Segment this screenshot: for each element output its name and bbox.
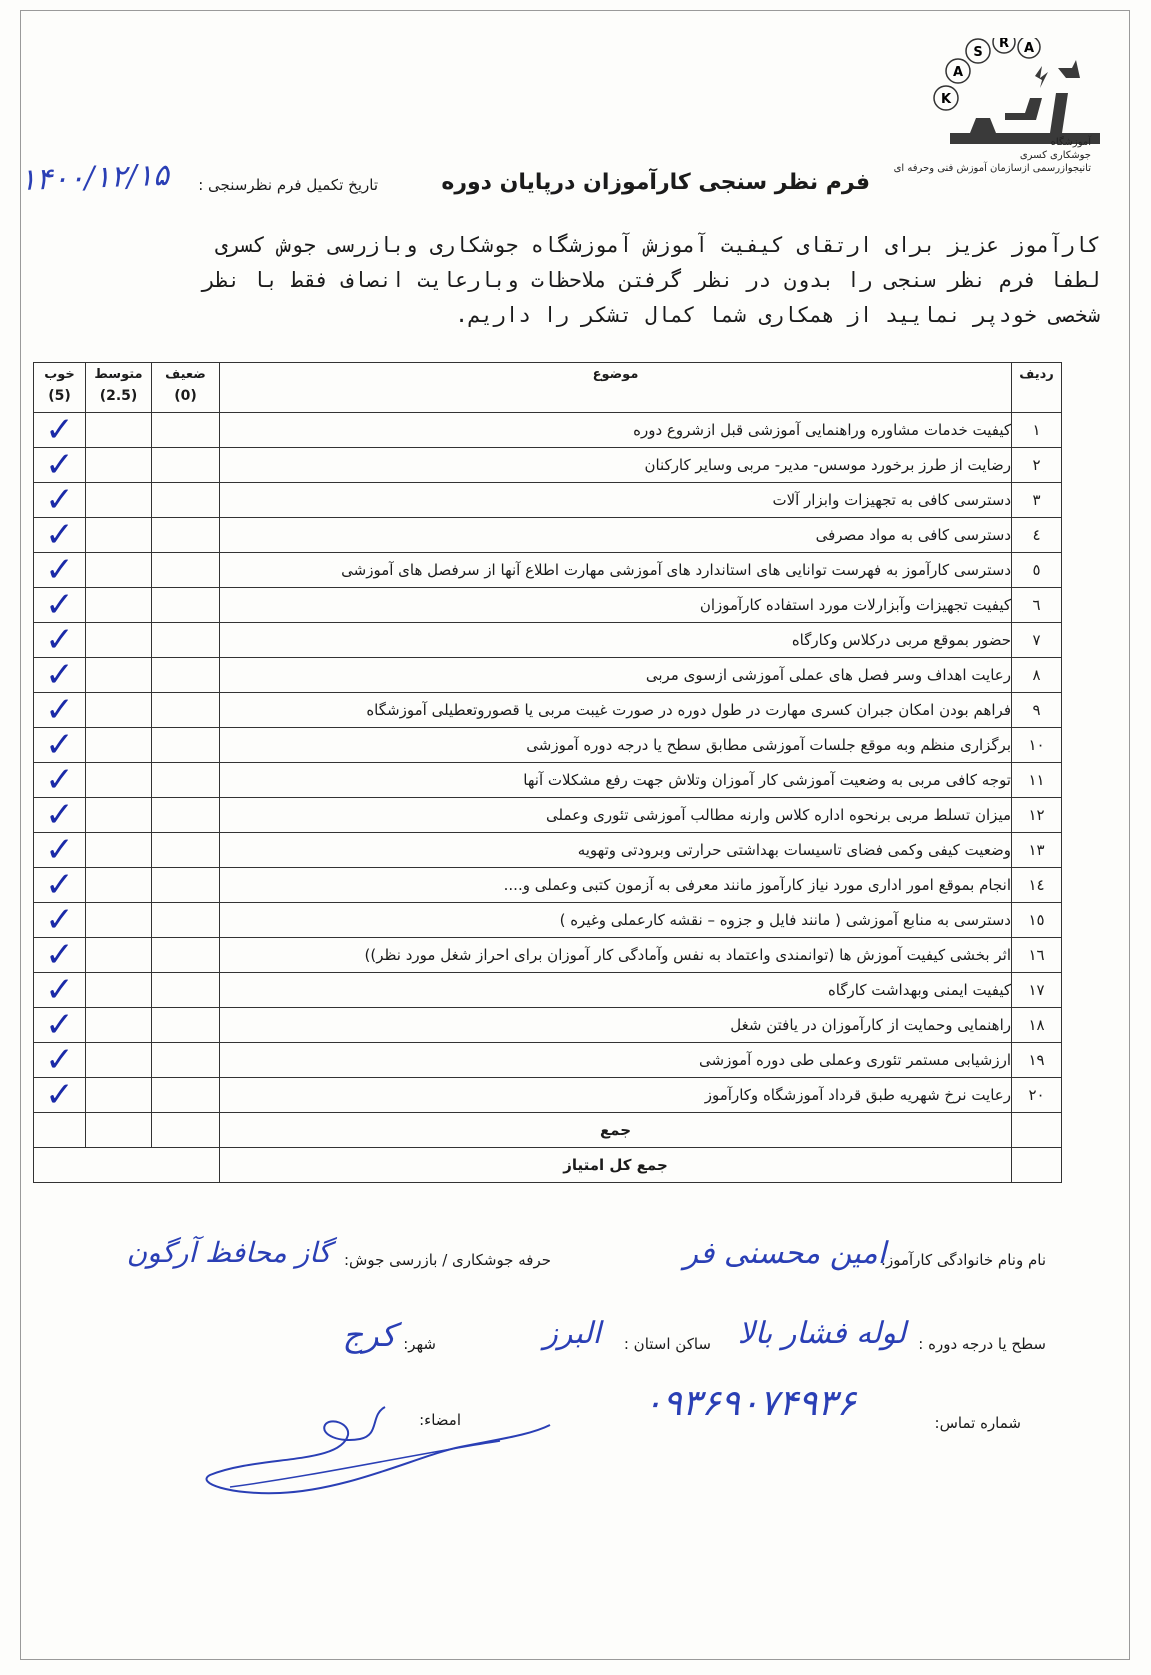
rating-good-checkmark[interactable]: ✓ [34, 973, 86, 1008]
rating-good-checkmark[interactable]: ✓ [34, 798, 86, 833]
rating-weak-cell[interactable] [152, 588, 220, 623]
survey-table [33, 362, 1062, 1183]
row-number: ۱۲ [1012, 798, 1062, 833]
row-topic: رعایت نرخ شهریه طبق قرداد آموزشگاه وکارآموز [220, 1078, 1012, 1113]
table-row [34, 868, 1062, 903]
rating-weak-cell[interactable] [152, 763, 220, 798]
table-row [34, 1078, 1062, 1113]
rating-good-checkmark[interactable]: ✓ [34, 413, 86, 448]
rating-good-checkmark[interactable]: ✓ [34, 483, 86, 518]
table-row [34, 553, 1062, 588]
date-label: تاریخ تکمیل فرم نظرسنجی : [198, 176, 378, 194]
header-medium [86, 363, 152, 413]
rating-weak-cell[interactable] [152, 658, 220, 693]
name-label: نام ونام خانوادگی کارآموز: [880, 1251, 1046, 1269]
sum-weak-cell[interactable] [152, 1113, 220, 1148]
logo-badge-r: R [998, 38, 1010, 51]
row-topic: برگزاری منظم وبه موقع جلسات آموزشی مطابق سطح یا درجه دوره آموزشی [220, 728, 1012, 763]
rating-medium-cell[interactable] [86, 798, 152, 833]
sum-row [34, 1113, 1062, 1148]
sum-medium-cell[interactable] [86, 1113, 152, 1148]
rating-medium-cell[interactable] [86, 763, 152, 798]
rating-good-checkmark[interactable]: ✓ [34, 658, 86, 693]
rating-medium-cell[interactable] [86, 973, 152, 1008]
row-topic: دسترسی کافی به مواد مصرفی [220, 518, 1012, 553]
header-row-label: ردیف [1019, 367, 1054, 382]
rating-good-checkmark[interactable]: ✓ [34, 728, 86, 763]
rating-good-checkmark[interactable]: ✓ [34, 1043, 86, 1078]
rating-weak-cell[interactable] [152, 623, 220, 658]
table-row [34, 413, 1062, 448]
rating-medium-cell[interactable] [86, 658, 152, 693]
row-topic: دسترسی به منابع آموزشی ( مانند فایل و جزوه – نقشه کارعملی وغیره ) [220, 903, 1012, 938]
row-number: ۱۷ [1012, 973, 1062, 1008]
rating-good-checkmark[interactable]: ✓ [34, 763, 86, 798]
table-row [34, 693, 1062, 728]
header-good-score: (5) [48, 388, 71, 404]
row-topic: کیفیت تجهیزات وآبزارلات مورد استفاده کارآموزان [220, 588, 1012, 623]
table-row [34, 798, 1062, 833]
row-number: ۳ [1012, 483, 1062, 518]
trade-label: حرفه جوشکاری / بازرسی جوش: [343, 1251, 551, 1269]
rating-weak-cell[interactable] [152, 868, 220, 903]
table-row [34, 903, 1062, 938]
sum-label: جمع [220, 1113, 1012, 1148]
table-row [34, 833, 1062, 868]
rating-weak-cell[interactable] [152, 413, 220, 448]
header-weak [152, 363, 220, 413]
rating-good-checkmark[interactable]: ✓ [34, 448, 86, 483]
survey-rows [34, 410, 1062, 1115]
signature-label: امضاء: [419, 1411, 461, 1429]
intro-line-3: شخصی خودپر نمایید از همکاری شما کمال تشکر را داریم. [455, 303, 1100, 327]
rating-medium-cell[interactable] [86, 553, 152, 588]
row-number: ۸ [1012, 658, 1062, 693]
rating-medium-cell[interactable] [86, 483, 152, 518]
level-label: سطح یا درجه دوره : [918, 1335, 1046, 1353]
rating-good-checkmark[interactable]: ✓ [34, 588, 86, 623]
row-topic: فراهم بودن امکان جبران کسری مهارت در طول دوره در صورت غیبت مربی یا قصوروتعطیلی آموزشگاه [220, 693, 1012, 728]
rating-weak-cell[interactable] [152, 973, 220, 1008]
row-number: ۱٥ [1012, 903, 1062, 938]
header-medium-label: متوسط [94, 367, 143, 382]
form-title: فرم نظر سنجی کارآموزان درپایان دوره [441, 170, 870, 195]
header-medium-score: (2.5) [99, 388, 138, 404]
row-number: ۱۰ [1012, 728, 1062, 763]
total-value-cell[interactable] [34, 1148, 220, 1183]
row-number: ۱۸ [1012, 1008, 1062, 1043]
rating-good-checkmark[interactable]: ✓ [34, 833, 86, 868]
logo-badge-a2: A [1023, 41, 1035, 56]
date-value[interactable]: ۱۴۰۰/۱۲/۱۵ [19, 157, 170, 198]
rating-medium-cell[interactable] [86, 868, 152, 903]
trade-value[interactable]: گاز محافظ آرگون [126, 1236, 331, 1269]
rating-weak-cell[interactable] [152, 693, 220, 728]
row-number: ۹ [1012, 693, 1062, 728]
rating-good-checkmark[interactable]: ✓ [34, 693, 86, 728]
intro-line-1: کارآموز عزیز برای ارتقای کیفیت آموزش آموزشگاه جوشکاری وبازرسی جوش کسری [214, 233, 1100, 257]
row-number: ۱۱ [1012, 763, 1062, 798]
row-number: ٤ [1012, 518, 1062, 553]
rating-medium-cell[interactable] [86, 833, 152, 868]
table-row [34, 448, 1062, 483]
table-row [34, 483, 1062, 518]
rating-good-checkmark[interactable]: ✓ [34, 1078, 86, 1113]
rating-medium-cell[interactable] [86, 1008, 152, 1043]
province-label: ساکن استان : [623, 1335, 711, 1353]
table-row [34, 938, 1062, 973]
logo-line-1: آموزشگاه [1050, 137, 1091, 148]
rating-medium-cell[interactable] [86, 413, 152, 448]
rating-medium-cell[interactable] [86, 518, 152, 553]
rating-medium-cell[interactable] [86, 1078, 152, 1113]
phone-value[interactable]: ۰۹۳۶۹۰۷۴۹۳۶ [643, 1383, 856, 1424]
logo-badge-k: K [940, 92, 952, 107]
rating-weak-cell[interactable] [152, 798, 220, 833]
rating-medium-cell[interactable] [86, 693, 152, 728]
rating-weak-cell[interactable] [152, 728, 220, 763]
rating-weak-cell[interactable] [152, 833, 220, 868]
table-row [34, 518, 1062, 553]
logo-line-2: جوشکاری کسری [1019, 150, 1091, 161]
rating-good-checkmark[interactable]: ✓ [34, 903, 86, 938]
rating-weak-cell[interactable] [152, 1078, 220, 1113]
row-number: ۲ [1012, 448, 1062, 483]
rating-weak-cell[interactable] [152, 518, 220, 553]
row-topic: ارزشیابی مستمر تئوری وعملی طی دوره آموزشی [220, 1043, 1012, 1078]
header-weak-score: (0) [174, 388, 197, 404]
row-number: ۱ [1012, 413, 1062, 448]
intro-paragraph [45, 228, 1100, 333]
logo-badge-a1: A [952, 65, 964, 80]
rating-weak-cell[interactable] [152, 1008, 220, 1043]
total-label: جمع کل امتیاز [220, 1148, 1012, 1183]
row-number: ٥ [1012, 553, 1062, 588]
logo-line-3: تانیجوازرسمی ازسازمان آموزش فنی وحرفه ای [893, 163, 1091, 174]
header-row-number [1012, 363, 1062, 413]
sum-good-cell[interactable] [34, 1113, 86, 1148]
city-value[interactable]: کرج [342, 1316, 396, 1354]
city-label: شهر: [403, 1335, 436, 1353]
table-row [34, 623, 1062, 658]
intro-line-2: لطفا فرم نظر سنجی را بدون در نظر گرفتن ملاحظات وبارعایت انصاف فقط با نظر [202, 268, 1100, 292]
rating-weak-cell[interactable] [152, 553, 220, 588]
rating-medium-cell[interactable] [86, 623, 152, 658]
row-topic: راهنمایی وحمایت از کارآموزان در یافتن شغل [220, 1008, 1012, 1043]
row-topic: حضور بموقع مربی درکلاس وکارگاه [220, 623, 1012, 658]
row-topic: دسترسی کافی به تجهیزات وابزار آلات [220, 483, 1012, 518]
table-header-row [34, 363, 1062, 413]
total-empty-cell [1012, 1148, 1062, 1183]
row-topic: کیفیت ایمنی وبهداشت کارگاه [220, 973, 1012, 1008]
table-row [34, 728, 1062, 763]
row-number: ۱۹ [1012, 1043, 1062, 1078]
province-value[interactable]: البرز [543, 1316, 601, 1351]
rating-good-checkmark[interactable]: ✓ [34, 868, 86, 903]
row-topic: وضعیت کیفی وکمی فضای تاسیسات بهداشتی حرارتی وبرودتی وتهویه [220, 833, 1012, 868]
rating-weak-cell[interactable] [152, 1043, 220, 1078]
row-topic: اثر بخشی کیفیت آموزش ها (توانمندی واعتماد به نفس وآمادگی کار آموزان برای احراز شغل مورد نظر)) [220, 938, 1012, 973]
rating-weak-cell[interactable] [152, 903, 220, 938]
rating-good-checkmark[interactable]: ✓ [34, 623, 86, 658]
row-topic: توجه کافی مربی به وضعیت آموزشی کار آموزان وتلاش جهت رفع مشکلات آنها [220, 763, 1012, 798]
sum-empty-cell [1012, 1113, 1062, 1148]
header-topic [220, 363, 1012, 413]
rating-good-checkmark[interactable]: ✓ [34, 553, 86, 588]
table-row [34, 588, 1062, 623]
signature-image[interactable] [200, 1395, 660, 1505]
rating-good-checkmark[interactable]: ✓ [34, 1008, 86, 1043]
rating-medium-cell[interactable] [86, 903, 152, 938]
table-row [34, 973, 1062, 1008]
rating-medium-cell[interactable] [86, 1043, 152, 1078]
rating-medium-cell[interactable] [86, 728, 152, 763]
header-weak-label: ضعیف [165, 367, 206, 382]
row-number: ٦ [1012, 588, 1062, 623]
rating-weak-cell[interactable] [152, 448, 220, 483]
logo-badge-s: S [973, 45, 983, 60]
phone-label: شماره تماس: [934, 1414, 1021, 1432]
row-topic: انجام بموقع امور اداری مورد نیاز کارآموز مانند معرفی به آزمون کتبی وعملی و.... [220, 868, 1012, 903]
rating-medium-cell[interactable] [86, 938, 152, 973]
table-row [34, 658, 1062, 693]
header-good-label: خوب [44, 367, 75, 382]
total-row [34, 1148, 1062, 1183]
table-row [34, 1043, 1062, 1078]
row-topic: میزان تسلط مربی برنحوه اداره کلاس وارنه مطالب آموزشی تئوری وعملی [220, 798, 1012, 833]
logo-caption [893, 136, 1091, 175]
rating-weak-cell[interactable] [152, 938, 220, 973]
row-number: ۱٤ [1012, 868, 1062, 903]
header-good [34, 363, 86, 413]
rating-good-checkmark[interactable]: ✓ [34, 518, 86, 553]
header-topic-label: موضوع [592, 367, 639, 382]
rating-medium-cell[interactable] [86, 588, 152, 623]
rating-medium-cell[interactable] [86, 448, 152, 483]
row-topic: رعایت اهداف وسر فصل های عملی آموزشی ازسوی مربی [220, 658, 1012, 693]
row-topic: کیفیت خدمات مشاوره وراهنمایی آموزشی قبل ازشروع دوره [220, 413, 1012, 448]
level-value[interactable]: لوله فشار بالا [737, 1316, 906, 1351]
row-topic: دسترسی کارآموز به فهرست توانایی های استاندارد های آموزشی مهارت اطلاع آنها از سرفصل های آموزشی [220, 553, 1012, 588]
name-value[interactable]: امین محسنی فر [683, 1236, 886, 1271]
table-row [34, 1008, 1062, 1043]
row-number: ۷ [1012, 623, 1062, 658]
row-number: ۱۳ [1012, 833, 1062, 868]
row-number: ۱٦ [1012, 938, 1062, 973]
table-row [34, 763, 1062, 798]
row-topic: رضایت از طرز برخورد موسس- مدیر- مربی وسایر کارکنان [220, 448, 1012, 483]
rating-good-checkmark[interactable]: ✓ [34, 938, 86, 973]
row-number: ۲۰ [1012, 1078, 1062, 1113]
rating-weak-cell[interactable] [152, 483, 220, 518]
